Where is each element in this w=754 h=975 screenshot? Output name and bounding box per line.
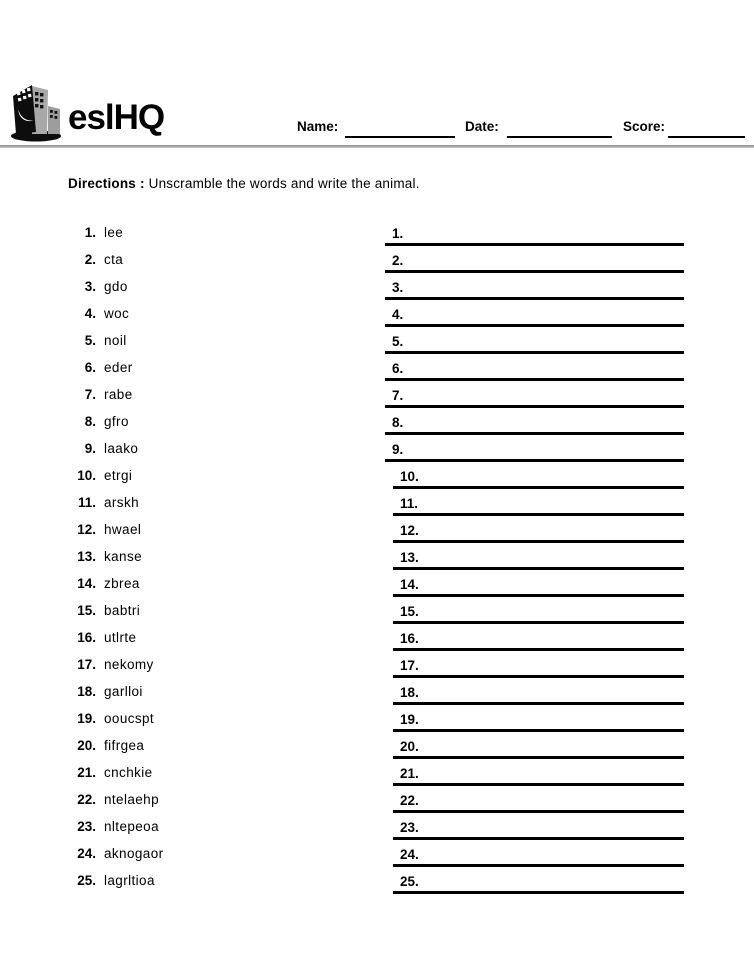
word-list-item [66, 786, 164, 813]
name-field-label: Name: [297, 119, 339, 134]
answer-list-item [385, 327, 684, 354]
answer-item-number: 2. [392, 253, 404, 268]
word-item-number: 14. [77, 576, 96, 591]
scrambled-word: aknogaor [104, 846, 164, 861]
word-item-number: 10. [77, 468, 96, 483]
answer-item-number: 10. [400, 469, 419, 484]
answer-item-number: 16. [400, 631, 419, 646]
scrambled-word: cnchkie [104, 765, 153, 780]
word-list-item [66, 435, 164, 462]
word-item-number: 12. [77, 522, 96, 537]
answer-item-number: 8. [392, 415, 404, 430]
answer-item-number: 15. [400, 604, 419, 619]
word-item-number: 2. [84, 252, 96, 267]
scrambled-word: noil [104, 333, 127, 348]
answer-item-number: 19. [400, 712, 419, 727]
word-list-item [66, 273, 164, 300]
word-list-item [66, 624, 164, 651]
scrambled-word: gdo [104, 279, 128, 294]
word-item-number: 13. [77, 549, 96, 564]
scrambled-word: woc [104, 306, 130, 321]
scrambled-word: rabe [104, 387, 133, 402]
answer-list-item [393, 705, 684, 732]
scrambled-word: fifrgea [104, 738, 145, 753]
word-list-item [66, 489, 164, 516]
answer-list-item [385, 381, 684, 408]
word-item-number: 20. [77, 738, 96, 753]
word-item-number: 24. [77, 846, 96, 861]
answer-item-number: 23. [400, 820, 419, 835]
name-field-blank-line [345, 136, 455, 138]
answer-list-item [385, 246, 684, 273]
answer-item-number: 24. [400, 847, 419, 862]
scrambled-word: gfro [104, 414, 129, 429]
word-item-number: 7. [84, 387, 96, 402]
answer-item-number: 13. [400, 550, 419, 565]
answer-list-item [393, 651, 684, 678]
answer-list-item [393, 813, 684, 840]
answer-list-item [393, 759, 684, 786]
answer-item-number: 11. [400, 496, 419, 511]
word-list-item [66, 705, 164, 732]
scrambled-word: cta [104, 252, 124, 267]
answer-list-item [385, 300, 684, 327]
answer-item-number: 3. [392, 280, 404, 295]
logo-text: eslHQ [68, 98, 165, 137]
word-list-item [66, 408, 164, 435]
word-item-number: 23. [77, 819, 96, 834]
word-list-item [66, 246, 164, 273]
word-list-item [66, 651, 164, 678]
word-item-number: 11. [77, 495, 96, 510]
scrambled-word: arskh [104, 495, 140, 510]
word-list-item [66, 516, 164, 543]
answer-list-item [393, 570, 684, 597]
word-item-number: 3. [84, 279, 96, 294]
word-list-item [66, 543, 164, 570]
scrambled-word: ntelaehp [104, 792, 159, 807]
answer-item-number: 14. [400, 577, 419, 592]
scrambled-word: laako [104, 441, 139, 456]
word-list-item [66, 867, 164, 894]
answer-list-item [393, 867, 684, 894]
answer-list-item [385, 219, 684, 246]
score-field-label: Score: [623, 119, 666, 134]
answer-item-number: 25. [400, 874, 419, 889]
answer-list-item [393, 678, 684, 705]
answer-list-item [393, 543, 684, 570]
answer-list-item [393, 732, 684, 759]
word-item-number: 4. [84, 306, 96, 321]
word-list-item [66, 570, 164, 597]
scrambled-word: eder [104, 360, 133, 375]
answer-list-item [385, 273, 684, 300]
scrambled-word: hwael [104, 522, 142, 537]
word-item-number: 6. [84, 360, 96, 375]
word-list-item [66, 759, 164, 786]
word-list-item [66, 381, 164, 408]
word-list-item [66, 462, 164, 489]
scrambled-word: lee [104, 225, 124, 240]
answer-item-number: 6. [392, 361, 404, 376]
answer-list-item [393, 516, 684, 543]
answer-item-number: 4. [392, 307, 404, 322]
answer-list-item [385, 408, 684, 435]
scrambled-word: ooucspt [104, 711, 155, 726]
answer-item-number: 20. [400, 739, 419, 754]
answer-blank-list [385, 219, 684, 894]
directions [68, 176, 420, 191]
answer-item-number: 7. [392, 388, 404, 403]
word-list-item [66, 597, 164, 624]
date-field-label: Date: [465, 119, 499, 134]
scrambled-word: lagrltioa [104, 873, 155, 888]
answer-list-item [393, 489, 684, 516]
answer-item-number: 9. [392, 442, 404, 457]
word-item-number: 21. [77, 765, 96, 780]
eslhq-logo [10, 80, 164, 142]
scrambled-word: nekomy [104, 657, 154, 672]
answer-item-number: 21. [400, 766, 419, 781]
word-item-number: 18. [77, 684, 96, 699]
word-list-item [66, 732, 164, 759]
answer-list-item [393, 597, 684, 624]
scrambled-word: utlrte [104, 630, 137, 645]
scrambled-word: zbrea [104, 576, 140, 591]
word-list-item [66, 327, 164, 354]
answer-list-item [393, 840, 684, 867]
answer-list-item [385, 354, 684, 381]
answer-item-number: 1. [392, 226, 404, 241]
word-list-item [66, 840, 164, 867]
directions-label: Directions : [68, 176, 145, 191]
word-item-number: 19. [77, 711, 96, 726]
word-item-number: 1. [84, 225, 96, 240]
header-separator-rule [0, 145, 754, 148]
word-list-item [66, 300, 164, 327]
word-item-number: 25. [77, 873, 96, 888]
answer-item-number: 12. [400, 523, 419, 538]
scrambled-word: etrgi [104, 468, 133, 483]
answer-item-number: 18. [400, 685, 419, 700]
word-item-number: 17. [77, 657, 96, 672]
answer-item-number: 17. [400, 658, 419, 673]
answer-item-number: 5. [392, 334, 404, 349]
answer-item-number: 22. [400, 793, 419, 808]
word-item-number: 15. [77, 603, 96, 618]
buildings-logo-icon [10, 80, 64, 142]
scrambled-word-list [66, 219, 164, 894]
word-item-number: 8. [84, 414, 96, 429]
word-list-item [66, 813, 164, 840]
word-item-number: 9. [84, 441, 96, 456]
answer-list-item [393, 462, 684, 489]
word-item-number: 22. [77, 792, 96, 807]
word-item-number: 5. [84, 333, 96, 348]
directions-text: Unscramble the words and write the animal. [148, 176, 420, 191]
answer-list-item [385, 435, 684, 462]
scrambled-word: babtri [104, 603, 141, 618]
scrambled-word: nltepeoa [104, 819, 159, 834]
answer-list-item [393, 624, 684, 651]
date-field-blank-line [507, 136, 612, 138]
answer-list-item [393, 786, 684, 813]
word-list-item [66, 678, 164, 705]
word-list-item [66, 219, 164, 246]
scrambled-word: garlloi [104, 684, 143, 699]
word-list-item [66, 354, 164, 381]
score-field-blank-line [668, 136, 745, 138]
scrambled-word: kanse [104, 549, 143, 564]
word-item-number: 16. [77, 630, 96, 645]
